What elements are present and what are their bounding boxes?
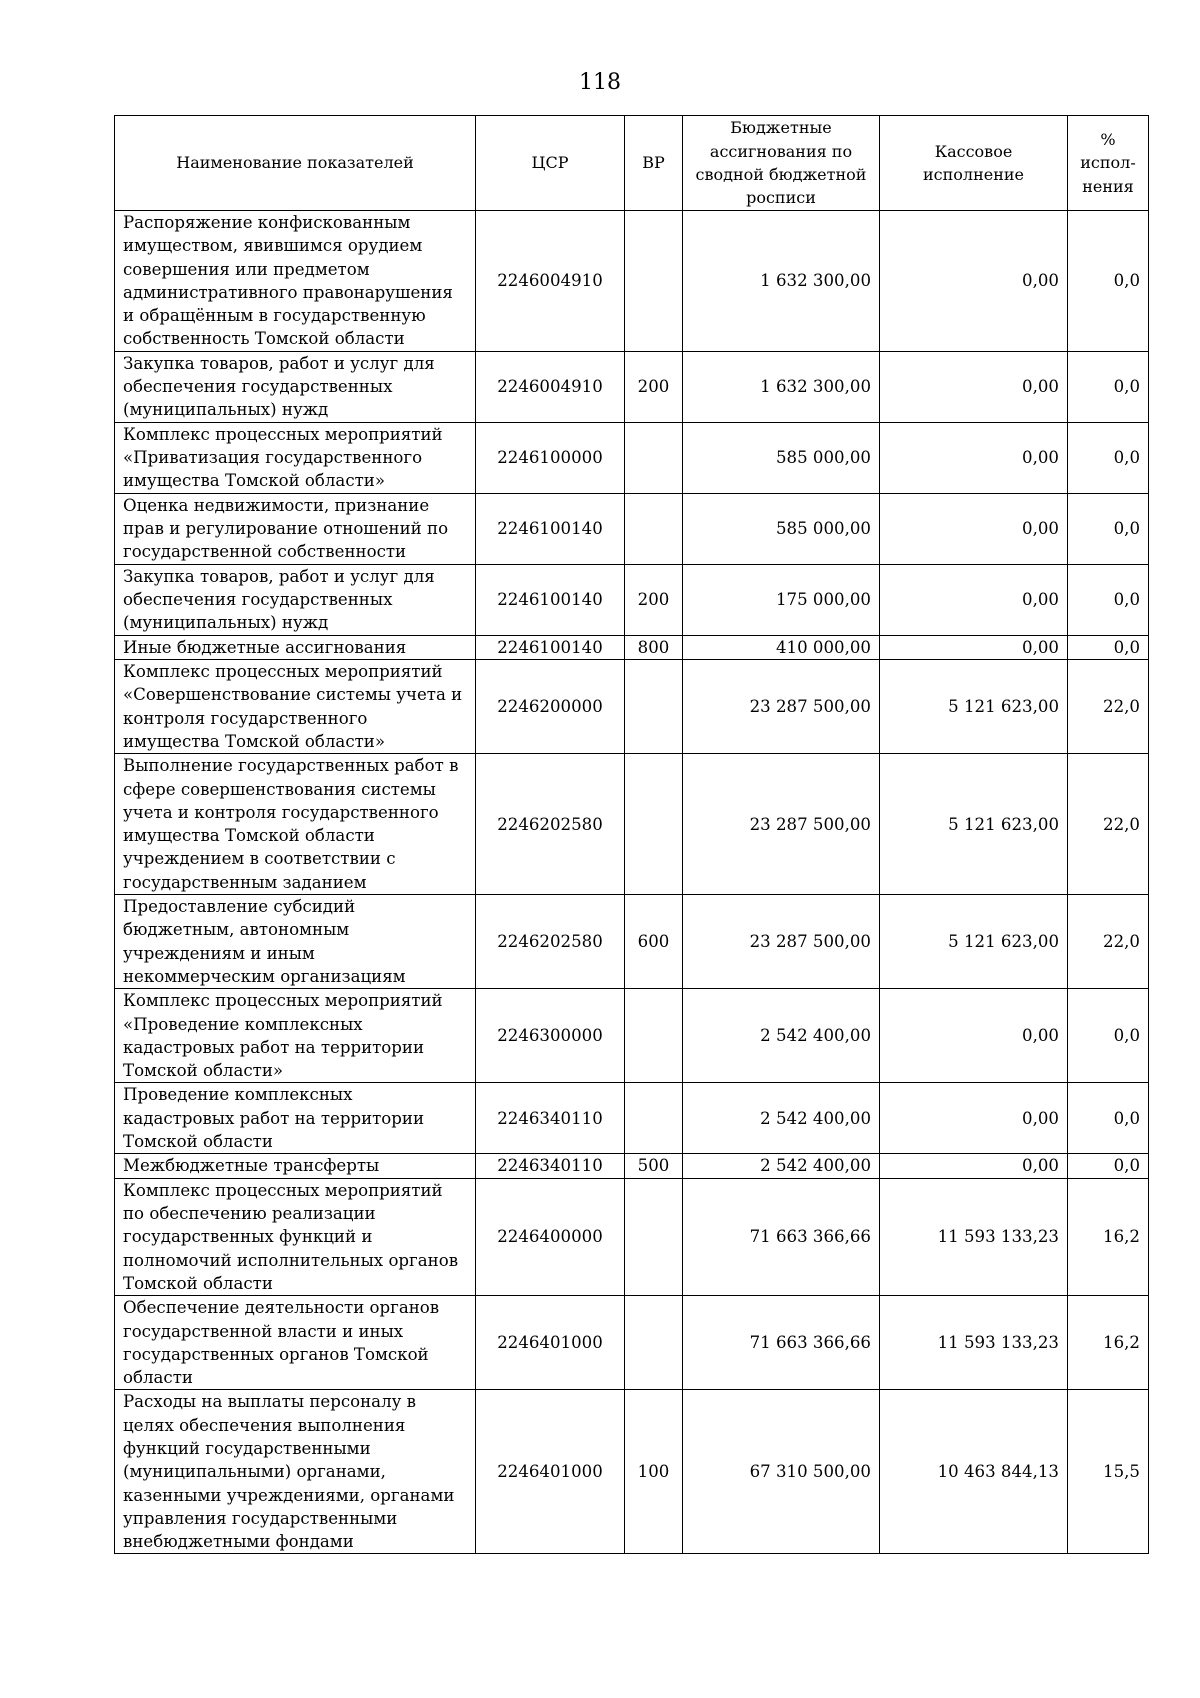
row-budget: 23 287 500,00: [683, 660, 880, 754]
table-row: [115, 1178, 1149, 1295]
table-row: [115, 989, 1149, 1083]
row-budget: 175 000,00: [683, 564, 880, 635]
row-csr: 2246100140: [476, 564, 625, 635]
table-row: [115, 564, 1149, 635]
row-vr: [625, 754, 683, 895]
table-row: [115, 660, 1149, 754]
row-cash: 11 593 133,23: [880, 1178, 1068, 1295]
page-number: 118: [579, 70, 621, 95]
row-budget: 67 310 500,00: [683, 1390, 880, 1554]
header-cash: Кассовое исполнение: [880, 116, 1068, 211]
row-budget: 23 287 500,00: [683, 895, 880, 989]
row-budget: 2 542 400,00: [683, 989, 880, 1083]
table-row: [115, 635, 1149, 659]
row-csr: 2246202580: [476, 895, 625, 989]
row-name: Распоряжение конфискованным имуществом, явившимся орудием совершения или предметом административного правонарушения и обращённым в государственную собственность Томской области: [115, 211, 476, 352]
row-name: Оценка недвижимости, признание прав и регулирование отношений по государственной собственности: [115, 493, 476, 564]
row-vr: [625, 989, 683, 1083]
row-cash: 0,00: [880, 211, 1068, 352]
row-name: Межбюджетные трансферты: [115, 1154, 476, 1178]
row-percent: 22,0: [1068, 660, 1149, 754]
row-name: Проведение комплексных кадастровых работ на территории Томской области: [115, 1083, 476, 1154]
row-cash: 0,00: [880, 1154, 1068, 1178]
table-row: [115, 1154, 1149, 1178]
row-name: Закупка товаров, работ и услуг для обеспечения государственных (муниципальных) нужд: [115, 564, 476, 635]
row-vr: [625, 493, 683, 564]
row-percent: 0,0: [1068, 493, 1149, 564]
row-percent: 22,0: [1068, 754, 1149, 895]
row-percent: 0,0: [1068, 564, 1149, 635]
row-vr: 100: [625, 1390, 683, 1554]
table-row: [115, 493, 1149, 564]
row-percent: 0,0: [1068, 1083, 1149, 1154]
table-row: [115, 351, 1149, 422]
row-budget: 410 000,00: [683, 635, 880, 659]
row-percent: 16,2: [1068, 1296, 1149, 1390]
table-row: [115, 1390, 1149, 1554]
row-vr: [625, 1178, 683, 1295]
row-vr: 200: [625, 564, 683, 635]
row-cash: 0,00: [880, 422, 1068, 493]
row-csr: 2246004910: [476, 351, 625, 422]
row-percent: 0,0: [1068, 351, 1149, 422]
table-row: [115, 422, 1149, 493]
header-vr: ВР: [625, 116, 683, 211]
row-budget: 23 287 500,00: [683, 754, 880, 895]
row-vr: [625, 422, 683, 493]
row-cash: 0,00: [880, 351, 1068, 422]
row-name: Обеспечение деятельности органов государственной власти и иных государственных органов Томской области: [115, 1296, 476, 1390]
row-vr: 800: [625, 635, 683, 659]
row-budget: 2 542 400,00: [683, 1154, 880, 1178]
row-budget: 1 632 300,00: [683, 211, 880, 352]
row-csr: 2246400000: [476, 1178, 625, 1295]
row-name: Комплекс процессных мероприятий «Проведение комплексных кадастровых работ на территории Томской области»: [115, 989, 476, 1083]
row-percent: 0,0: [1068, 989, 1149, 1083]
row-name: Комплекс процессных мероприятий по обеспечению реализации государственных функций и полномочий исполнительных органов Томской области: [115, 1178, 476, 1295]
row-percent: 0,0: [1068, 635, 1149, 659]
row-csr: 2246340110: [476, 1083, 625, 1154]
row-cash: 5 121 623,00: [880, 754, 1068, 895]
table-row: [115, 895, 1149, 989]
row-vr: 600: [625, 895, 683, 989]
row-percent: 0,0: [1068, 422, 1149, 493]
row-vr: [625, 1296, 683, 1390]
row-percent: 0,0: [1068, 1154, 1149, 1178]
row-csr: 2246100140: [476, 493, 625, 564]
header-budget: Бюджетные ассигнования по сводной бюджетной росписи: [683, 116, 880, 211]
row-vr: [625, 1083, 683, 1154]
table-row: [115, 1083, 1149, 1154]
table-row: [115, 211, 1149, 352]
row-name: Комплекс процессных мероприятий «Совершенствование системы учета и контроля государственного имущества Томской области»: [115, 660, 476, 754]
row-cash: 0,00: [880, 493, 1068, 564]
row-cash: 0,00: [880, 989, 1068, 1083]
row-percent: 15,5: [1068, 1390, 1149, 1554]
table-header-row: [115, 116, 1149, 211]
row-cash: 5 121 623,00: [880, 895, 1068, 989]
row-name: Предоставление субсидий бюджетным, автономным учреждениям и иным некоммерческим организациям: [115, 895, 476, 989]
row-vr: 500: [625, 1154, 683, 1178]
row-budget: 71 663 366,66: [683, 1296, 880, 1390]
row-csr: 2246004910: [476, 211, 625, 352]
row-csr: 2246401000: [476, 1390, 625, 1554]
row-name: Комплекс процессных мероприятий «Приватизация государственного имущества Томской области»: [115, 422, 476, 493]
row-csr: 2246100000: [476, 422, 625, 493]
row-csr: 2246401000: [476, 1296, 625, 1390]
row-csr: 2246200000: [476, 660, 625, 754]
row-csr: 2246202580: [476, 754, 625, 895]
row-vr: [625, 660, 683, 754]
table-row: [115, 754, 1149, 895]
row-percent: 0,0: [1068, 211, 1149, 352]
row-csr: 2246100140: [476, 635, 625, 659]
header-percent: % испол-нения: [1068, 116, 1149, 211]
row-cash: 10 463 844,13: [880, 1390, 1068, 1554]
row-name: Закупка товаров, работ и услуг для обеспечения государственных (муниципальных) нужд: [115, 351, 476, 422]
header-name: Наименование показателей: [115, 116, 476, 211]
row-cash: 0,00: [880, 1083, 1068, 1154]
row-csr: 2246340110: [476, 1154, 625, 1178]
row-budget: 585 000,00: [683, 422, 880, 493]
row-percent: 22,0: [1068, 895, 1149, 989]
row-cash: 0,00: [880, 635, 1068, 659]
header-csr: ЦСР: [476, 116, 625, 211]
row-budget: 585 000,00: [683, 493, 880, 564]
row-vr: 200: [625, 351, 683, 422]
row-name: Выполнение государственных работ в сфере совершенствования системы учета и контроля государственного имущества Томской области учреждением в соответствии с государственным заданием: [115, 754, 476, 895]
table-row: [115, 1296, 1149, 1390]
row-budget: 2 542 400,00: [683, 1083, 880, 1154]
row-percent: 16,2: [1068, 1178, 1149, 1295]
row-name: Иные бюджетные ассигнования: [115, 635, 476, 659]
row-csr: 2246300000: [476, 989, 625, 1083]
row-vr: [625, 211, 683, 352]
row-cash: 0,00: [880, 564, 1068, 635]
budget-table: [114, 115, 1149, 1554]
row-cash: 11 593 133,23: [880, 1296, 1068, 1390]
row-budget: 1 632 300,00: [683, 351, 880, 422]
row-cash: 5 121 623,00: [880, 660, 1068, 754]
row-budget: 71 663 366,66: [683, 1178, 880, 1295]
row-name: Расходы на выплаты персоналу в целях обеспечения выполнения функций государственными (муниципальными) органами, казенными учреждениями, органами управления государственными внебюджетными фондами: [115, 1390, 476, 1554]
